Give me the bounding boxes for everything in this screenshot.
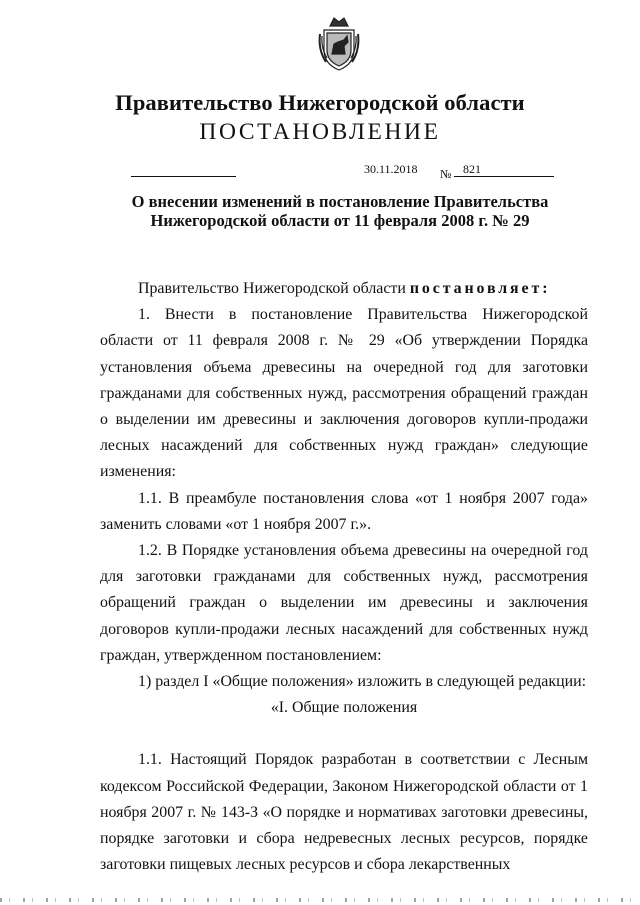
section-paragraph-1-1: 1.1. Настоящий Порядок разработан в соответствии с Лесным кодексом Российской Федерации, Законом Нижегородской области от 1 ноября 2007 г. № 143-З «О порядке и нормативах заготовки древесины, порядке заготовки и сбора недревесных лесных ресурсов, порядке заготовки пищевых лесных ресурсов и сбора лекарственных bbox=[100, 751, 588, 874]
paragraph-1: 1. Внести в постановление Правительства Нижегородской области от 11 февраля 2008 г. № 29 «Об утверждении Порядка установления объема древесины на очередной год для заготовки гражданами для собственных нужд, рассмотрения обращений граждан о выделении им древесины и заключения договоров купли-продажи лесных насаждений для собственных нужд граждан» следующие изменения: bbox=[100, 306, 588, 481]
subject-line-2: Нижегородской области от 11 февраля 2008 г. № 29 bbox=[150, 211, 530, 230]
coat-of-arms-icon bbox=[316, 14, 362, 74]
decree-intro bbox=[100, 276, 588, 302]
document-body bbox=[100, 276, 588, 878]
scan-edge-noise bbox=[0, 898, 640, 902]
number-line bbox=[454, 176, 554, 177]
intro-text: Правительство Нижегородской области bbox=[138, 280, 410, 297]
decides-word: постановляет: bbox=[409, 280, 551, 297]
document-date: 30.11.2018 bbox=[364, 162, 418, 176]
blank-gap bbox=[100, 721, 588, 747]
subject-line-1: О внесении изменений в постановление Правительства bbox=[131, 192, 549, 211]
document-type: ПОСТАНОВЛЕНИЕ bbox=[199, 119, 441, 145]
issuer-title: Правительство Нижегородской области bbox=[115, 90, 525, 115]
paragraph-1-1: 1.1. В преамбуле постановления слова «от 1 ноября 2007 года» заменить словами «от 1 ноября 2007 г.». bbox=[100, 489, 588, 533]
paragraph-1-2: 1.2. В Порядке установления объема древесины на очередной год для заготовки гражданами для собственных нужд, рассмотрения обращений граждан о выделении им древесины и заключения договоров купли-продажи лесных насаждений для собственных нужд граждан, утвержденном постановлением: bbox=[100, 542, 588, 664]
document-subject bbox=[100, 192, 580, 230]
section-heading: «I. Общие положения bbox=[270, 699, 418, 717]
item-1: 1) раздел I «Общие положения» изложить в следующей редакции: bbox=[138, 673, 587, 691]
registration-blank-line bbox=[131, 176, 236, 177]
document-number: 821 bbox=[463, 162, 481, 176]
number-sign: № bbox=[440, 167, 452, 181]
